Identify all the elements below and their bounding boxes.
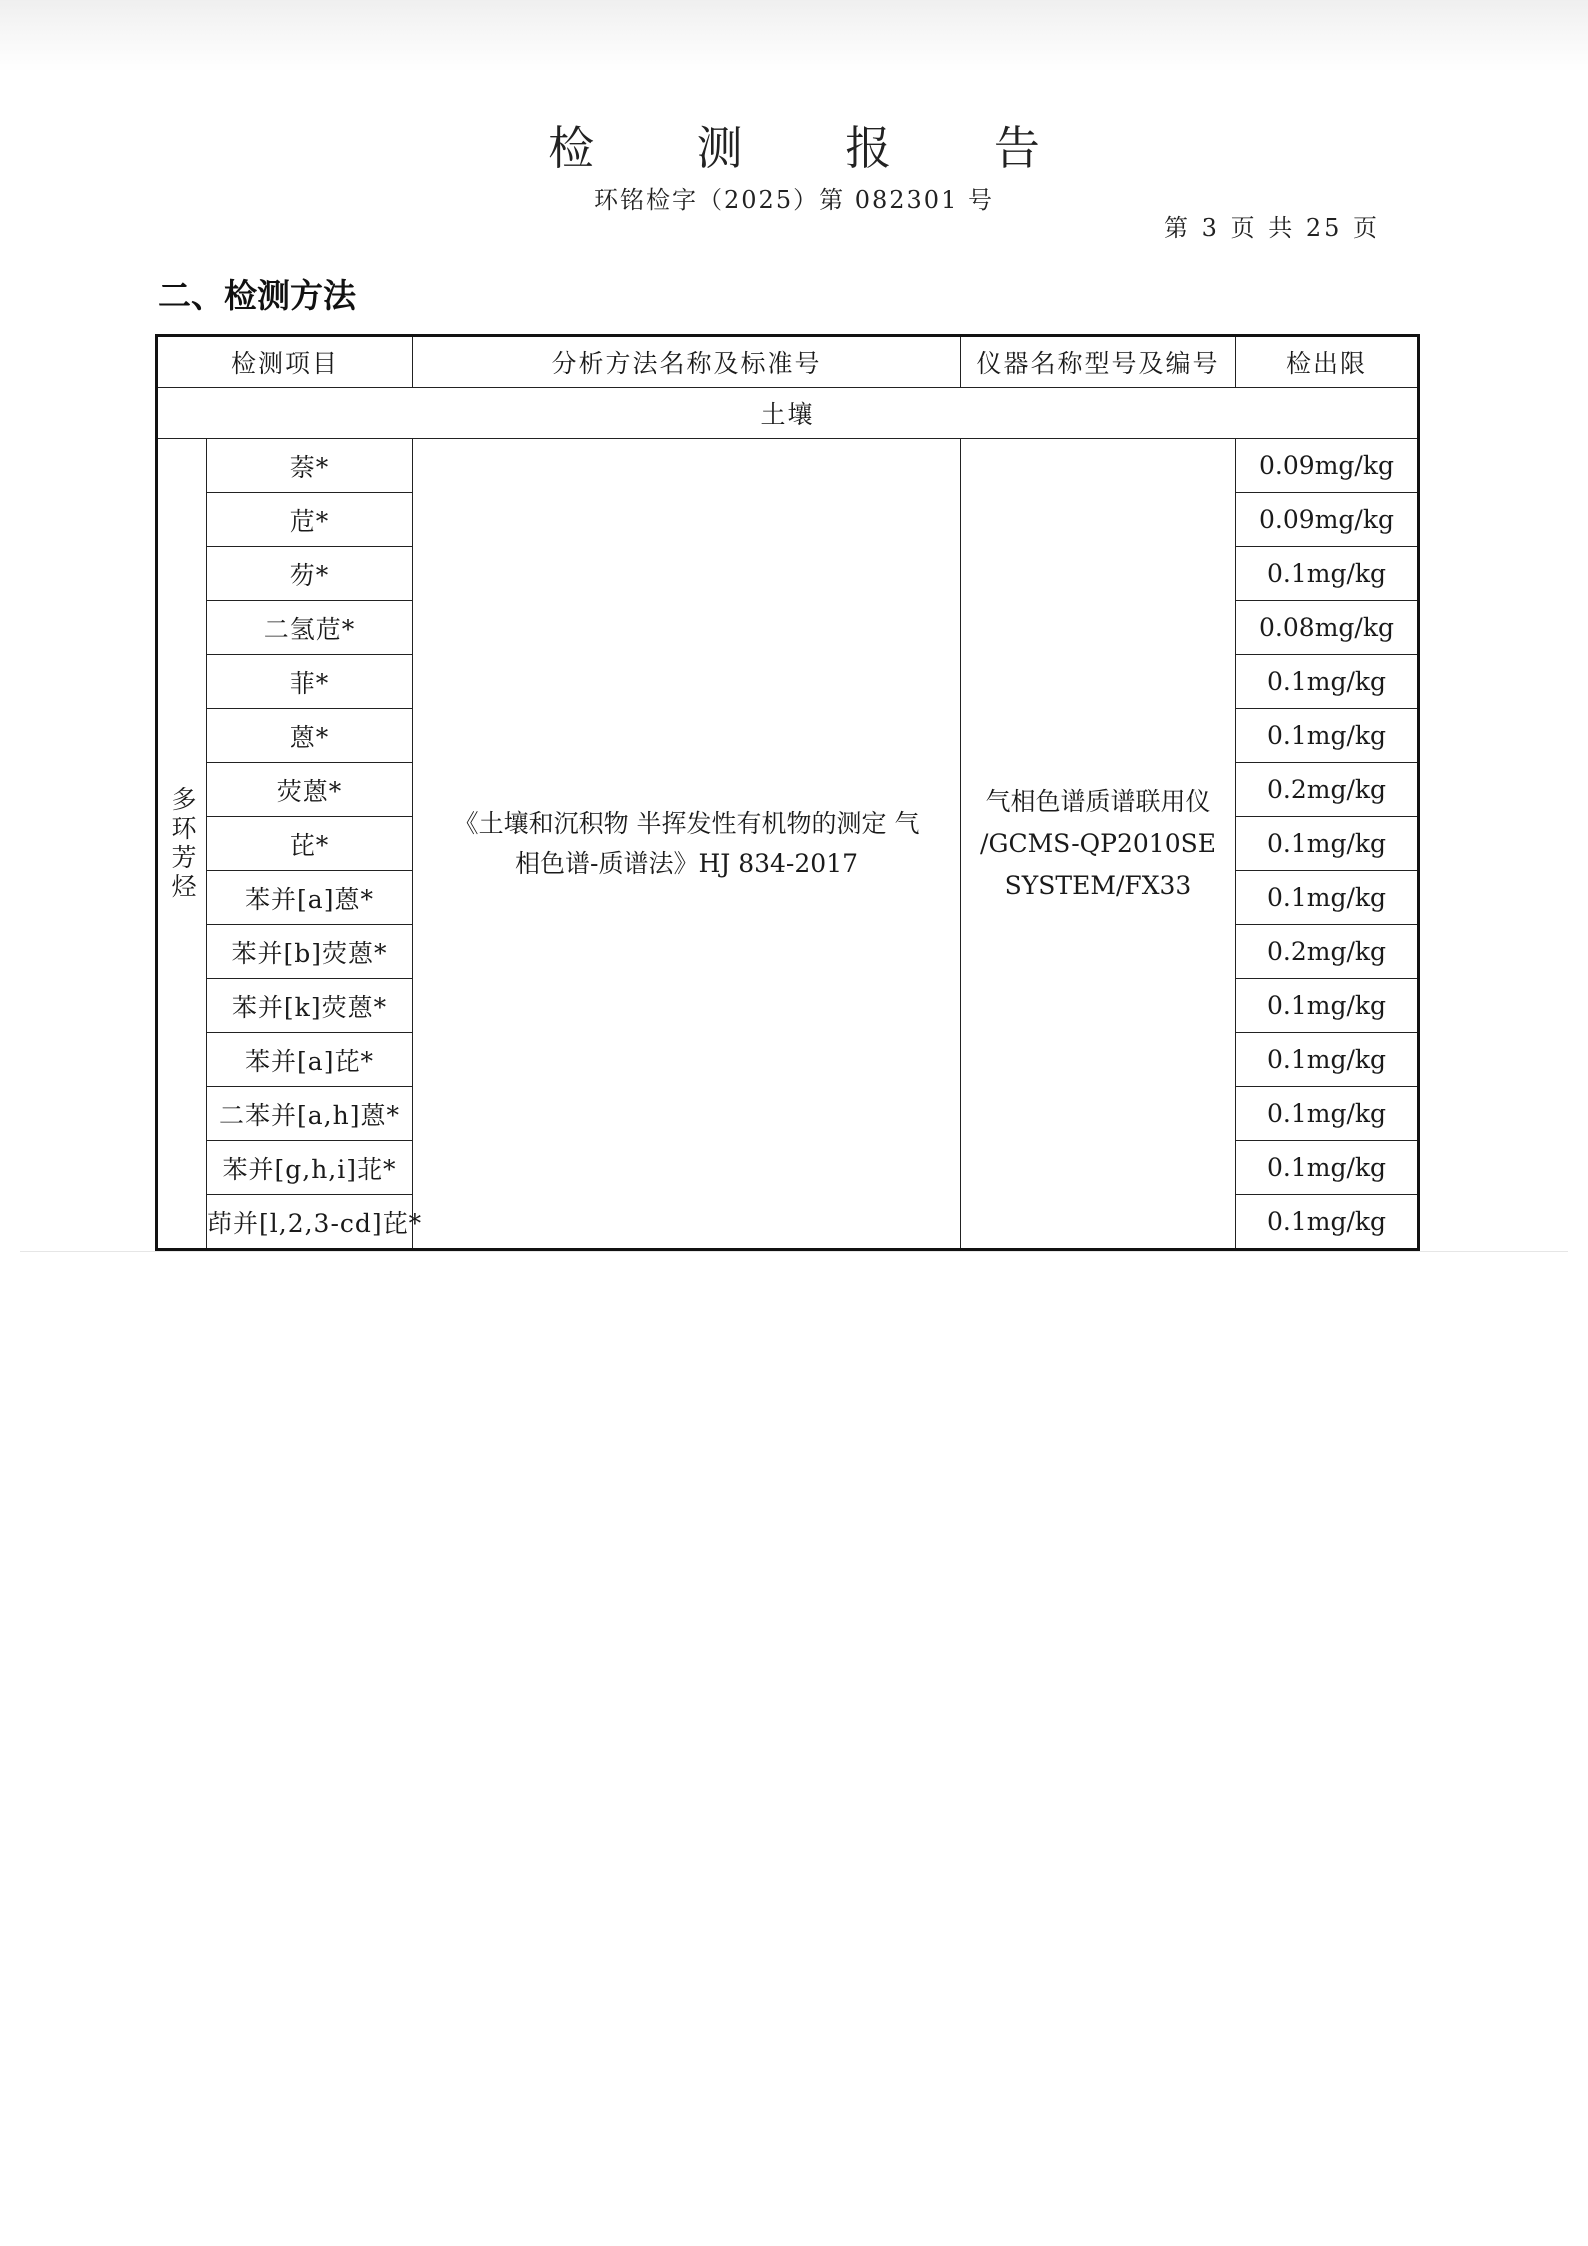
test-item: 蒽* xyxy=(207,709,413,763)
detection-limit: 0.08mg/kg xyxy=(1236,601,1419,655)
report-number: 环铭检字（2025）第 082301 号 xyxy=(594,186,994,214)
category-row xyxy=(157,388,1419,439)
test-item: 荧蒽* xyxy=(207,763,413,817)
col-header-item: 检测项目 xyxy=(157,336,413,388)
detection-limit: 0.1mg/kg xyxy=(1236,547,1419,601)
detection-limit: 0.1mg/kg xyxy=(1236,709,1419,763)
test-item: 菲* xyxy=(207,655,413,709)
detection-limit: 0.09mg/kg xyxy=(1236,439,1419,493)
method-line-1: 《土壤和沉积物 半挥发性有机物的测定 气 xyxy=(453,808,920,838)
test-item: 二氢苊* xyxy=(207,601,413,655)
detection-limit: 0.1mg/kg xyxy=(1236,817,1419,871)
col-header-limit: 检出限 xyxy=(1236,336,1419,388)
scan-shadow xyxy=(0,0,1588,72)
test-item: 苯并[k]荧蒽* xyxy=(207,979,413,1033)
detection-limit: 0.09mg/kg xyxy=(1236,493,1419,547)
detection-limit: 0.1mg/kg xyxy=(1236,1087,1419,1141)
test-item: 苯并[a]蒽* xyxy=(207,871,413,925)
document-title: 检 测 报 告 xyxy=(548,121,1084,175)
method-line-2: 相色谱-质谱法》HJ 834-2017 xyxy=(515,848,859,878)
test-item: 苯并[g,h,i]苝* xyxy=(207,1141,413,1195)
test-item: 苯并[a]芘* xyxy=(207,1033,413,1087)
detection-limit: 0.1mg/kg xyxy=(1236,1141,1419,1195)
instrument-line-1: 气相色谱质谱联用仪 xyxy=(985,786,1211,816)
detection-limit: 0.1mg/kg xyxy=(1236,979,1419,1033)
instrument xyxy=(961,439,1236,1250)
table-header-row xyxy=(157,336,1419,388)
detection-limit: 0.1mg/kg xyxy=(1236,655,1419,709)
test-item: 茚并[l,2,3-cd]芘* xyxy=(207,1195,413,1250)
test-item: 芴* xyxy=(207,547,413,601)
test-item: 萘* xyxy=(207,439,413,493)
instrument-line-3: SYSTEM/FX33 xyxy=(1004,870,1192,900)
page-indicator: 第 3 页 共 25 页 xyxy=(1164,214,1380,242)
col-header-method: 分析方法名称及标准号 xyxy=(413,336,961,388)
test-item: 二苯并[a,h]蒽* xyxy=(207,1087,413,1141)
section-heading: 二、检测方法 xyxy=(158,276,356,315)
test-item: 芘* xyxy=(207,817,413,871)
detection-limit: 0.1mg/kg xyxy=(1236,1033,1419,1087)
test-item: 苯并[b]荧蒽* xyxy=(207,925,413,979)
detection-limit: 0.2mg/kg xyxy=(1236,763,1419,817)
table-row xyxy=(157,439,1419,493)
test-methods-table xyxy=(155,334,1420,1251)
test-item: 苊* xyxy=(207,493,413,547)
category-label: 土壤 xyxy=(157,388,1419,439)
analysis-method xyxy=(413,439,961,1250)
detection-limit: 0.1mg/kg xyxy=(1236,1195,1419,1250)
group-label: 多环芳烃 xyxy=(157,439,207,1250)
scan-artifact-line xyxy=(20,1251,1568,1252)
col-header-instrument: 仪器名称型号及编号 xyxy=(961,336,1236,388)
detection-limit: 0.1mg/kg xyxy=(1236,871,1419,925)
detection-limit: 0.2mg/kg xyxy=(1236,925,1419,979)
instrument-line-2: /GCMS-QP2010SE xyxy=(980,828,1216,858)
